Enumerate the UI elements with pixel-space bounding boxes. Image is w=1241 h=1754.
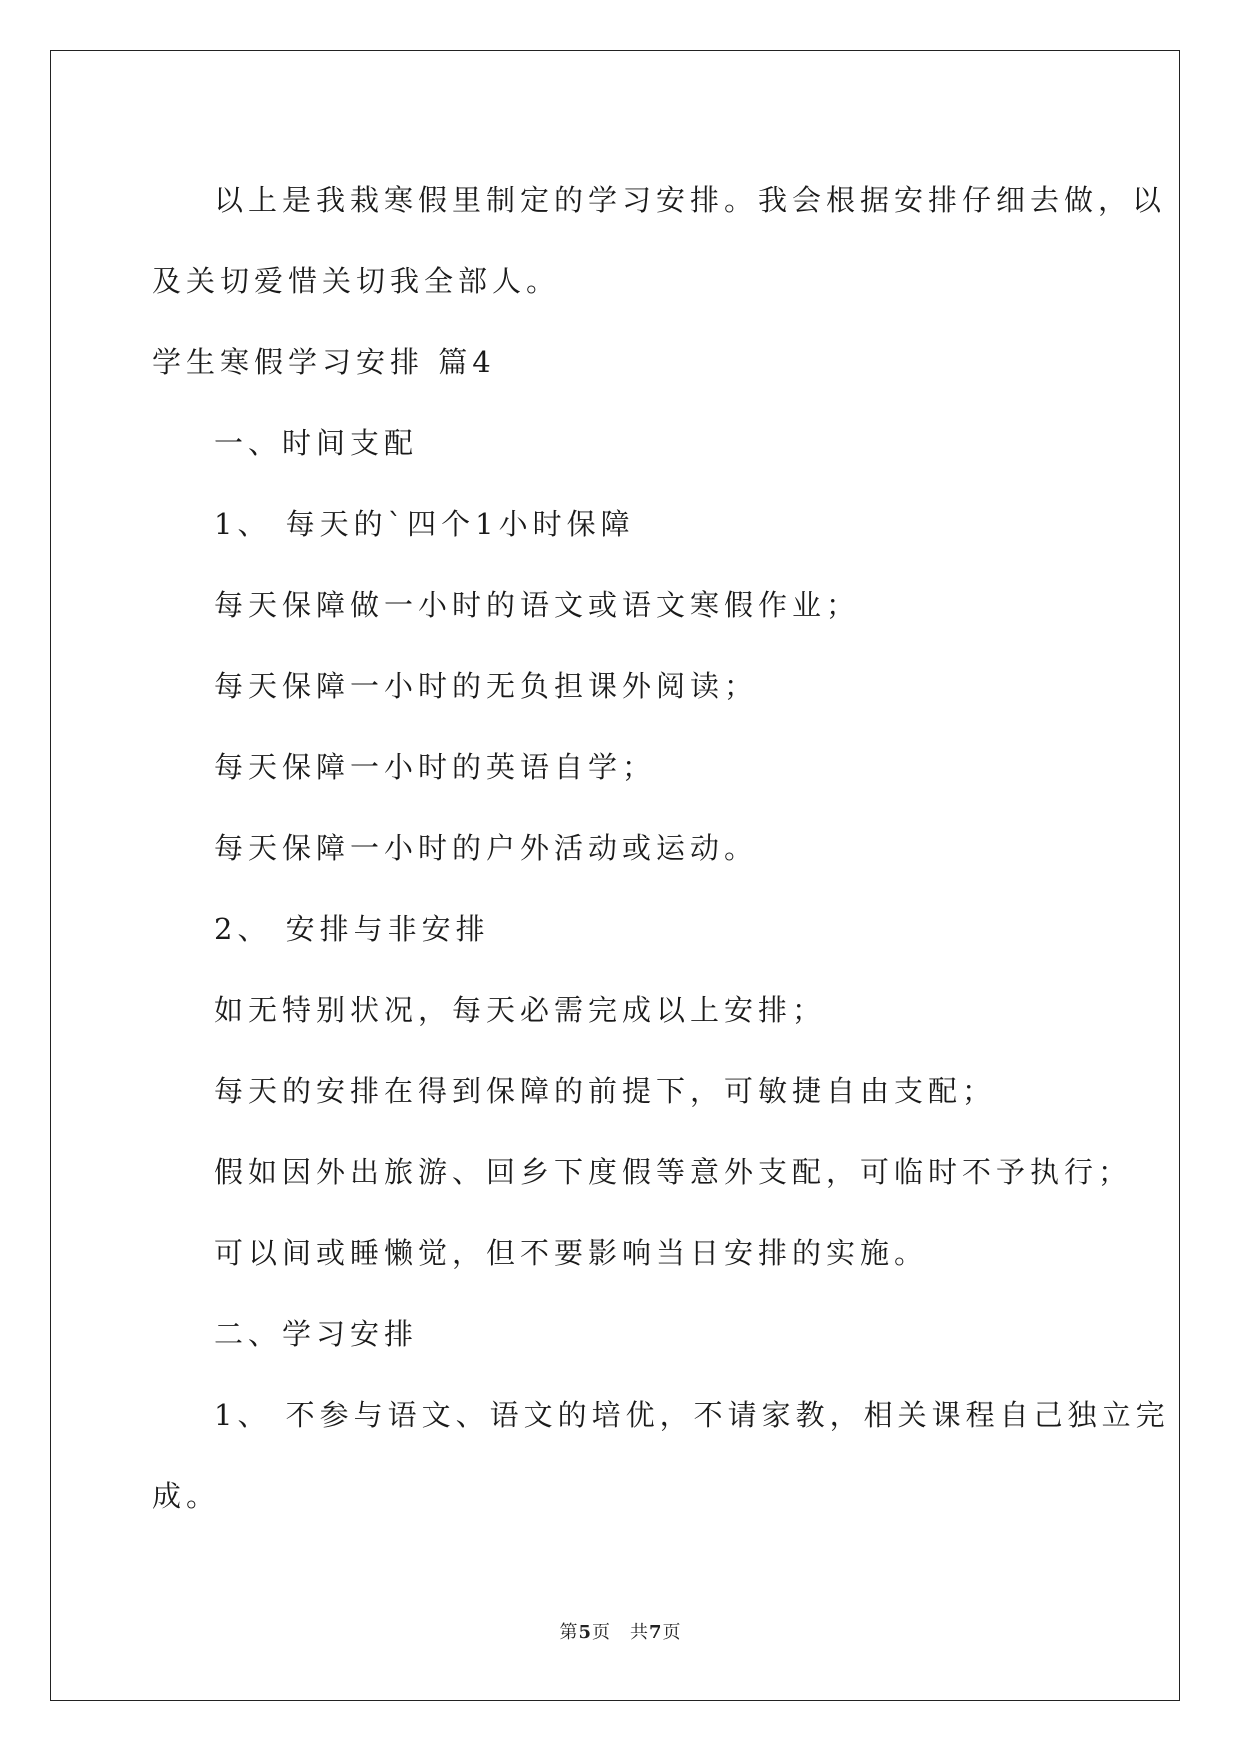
paragraph-line: 假如因外出旅游、回乡下度假等意外支配，可临时不予执行； [214,1155,1133,1189]
paragraph-line: 可以间或睡懒觉，但不要影响当日安排的实施。 [214,1236,929,1270]
current-page-number: 5 [578,1622,592,1643]
subheading: 一、时间支配 [214,426,419,460]
page-footer [0,1618,1241,1644]
footer-mid: 页 共 [592,1622,649,1643]
section-heading: 学生寒假学习安排 篇4 [152,345,496,379]
paragraph-line: 每天保障做一小时的语文或语文寒假作业； [214,588,861,622]
document-body [152,160,1170,1537]
paragraph-line: 及关切爱惜关切我全部人。 [152,264,561,298]
paragraph-line: 每天保障一小时的无负担课外阅读； [214,669,759,703]
list-item-heading: 1、 每天的`四个1小时保障 [214,507,635,541]
list-item-heading: 1、 不参与语文、语文的培优，不请家教，相关课程自己独立完 [214,1398,1170,1432]
footer-prefix: 第 [559,1622,579,1643]
footer-suffix: 页 [662,1622,682,1643]
list-item-heading: 2、 安排与非安排 [214,912,490,946]
paragraph-line: 以上是我栽寒假里制定的学习安排。我会根据安排仔细去做，以 [214,183,1167,217]
paragraph-line: 如无特别状况，每天必需完成以上安排； [214,993,827,1027]
paragraph-line: 成。 [152,1479,221,1513]
paragraph-line: 每天保障一小时的户外活动或运动。 [214,831,759,865]
subheading: 二、学习安排 [214,1317,419,1351]
total-page-count: 7 [649,1622,663,1643]
paragraph-line: 每天保障一小时的英语自学； [214,750,657,784]
paragraph-line: 每天的安排在得到保障的前提下，可敏捷自由支配； [214,1074,997,1108]
